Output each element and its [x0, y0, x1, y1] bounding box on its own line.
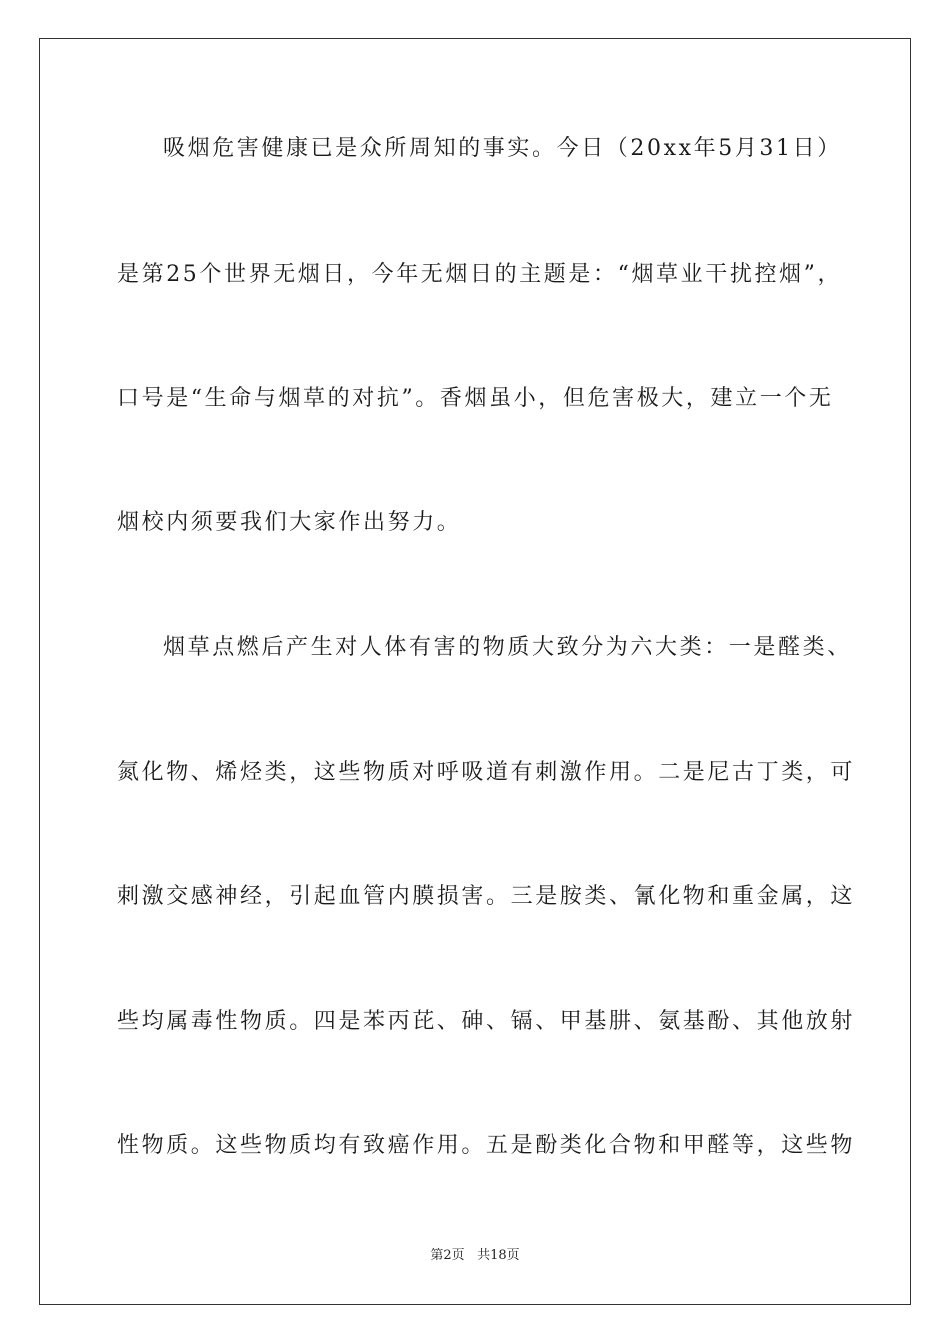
- page-border: [39, 38, 911, 1305]
- paragraph-2-line-1: 烟草点燃后产生对人体有害的物质大致分为六大类：一是醛类、: [163, 635, 852, 660]
- paragraph-1-line-2: 是第25个世界无烟日，今年无烟日的主题是：“烟草业干扰控烟”，: [117, 262, 843, 287]
- paragraph-2-line-3: 刺激交感神经，引起血管内膜损害。三是胺类、氰化物和重金属，这: [117, 884, 856, 909]
- paragraph-2-line-5: 性物质。这些物质均有致癌作用。五是酚类化合物和甲醛等，这些物: [117, 1133, 856, 1158]
- page-total: 共18页: [477, 1248, 520, 1263]
- paragraph-1-line-1: 吸烟危害健康已是众所周知的事实。今日（20xx年5月31日）: [163, 136, 842, 161]
- paragraph-2-line-2: 氮化物、烯烃类，这些物质对呼吸道有刺激作用。二是尼古丁类，可: [117, 760, 856, 785]
- paragraph-1-line-3: 口号是“生命与烟草的对抗”。香烟虽小，但危害极大，建立一个无: [117, 386, 834, 411]
- paragraph-2-line-4: 些均属毒性物质。四是苯丙芘、砷、镉、甲基肼、氨基酚、其他放射: [117, 1009, 856, 1034]
- page-number: 第2页: [430, 1248, 465, 1263]
- paragraph-1-line-4: 烟校内须要我们大家作出努力。: [117, 510, 462, 535]
- page-footer: [0, 1247, 950, 1265]
